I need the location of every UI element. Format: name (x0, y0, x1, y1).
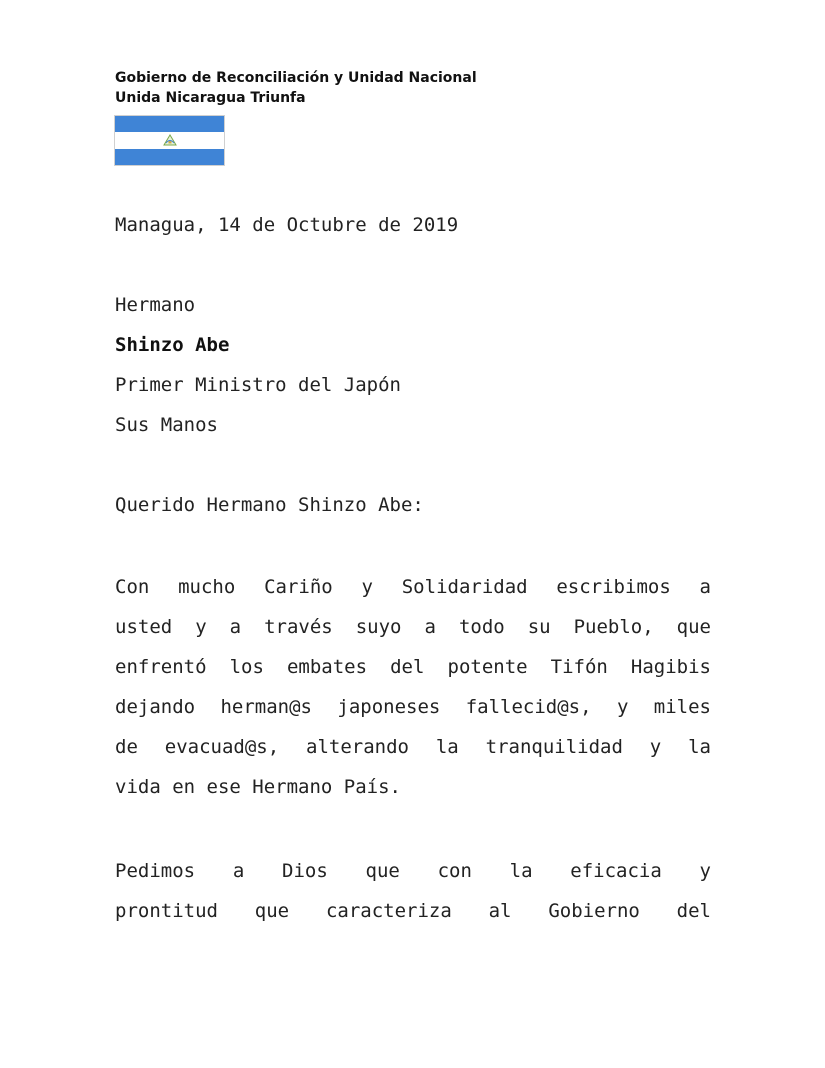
delivery-note: Sus Manos (115, 414, 218, 436)
flag-middle-band (115, 132, 224, 148)
nicaragua-coat-of-arms-icon (163, 134, 177, 146)
flag-top-band (115, 116, 224, 132)
paragraph-line: vida en ese Hermano País. (115, 776, 401, 798)
paragraph-line: usted y a través suyo a todo su Pueblo, que (115, 616, 711, 638)
paragraph-line: Pedimos a Dios que con la eficacia y (115, 860, 711, 882)
body-paragraph-2 (115, 851, 711, 931)
body-paragraph-1 (115, 567, 711, 807)
flag-bottom-band (115, 149, 224, 165)
nicaragua-flag (114, 115, 225, 166)
letterhead (115, 68, 477, 108)
recipient-position: Primer Ministro del Japón (115, 374, 401, 396)
paragraph-line: dejando herman@s japoneses fallecid@s, y miles (115, 696, 711, 718)
paragraph-line: prontitud que caracteriza al Gobierno del (115, 900, 711, 922)
recipient-name: Shinzo Abe (115, 334, 230, 356)
letterhead-slogan: Unida Nicaragua Triunfa (115, 90, 306, 106)
salutation-title: Hermano (115, 294, 196, 316)
paragraph-line: Con mucho Cariño y Solidaridad escribimos a (115, 576, 711, 598)
letterhead-government-name: Gobierno de Reconciliación y Unidad Nacional (115, 70, 477, 86)
letter-greeting: Querido Hermano Shinzo Abe: (115, 494, 424, 516)
letter-date: Managua, 14 de Octubre de 2019 (115, 214, 459, 236)
paragraph-line: de evacuad@s, alterando la tranquilidad y la (115, 736, 711, 758)
paragraph-line: enfrentó los embates del potente Tifón Hagibis (115, 656, 711, 678)
